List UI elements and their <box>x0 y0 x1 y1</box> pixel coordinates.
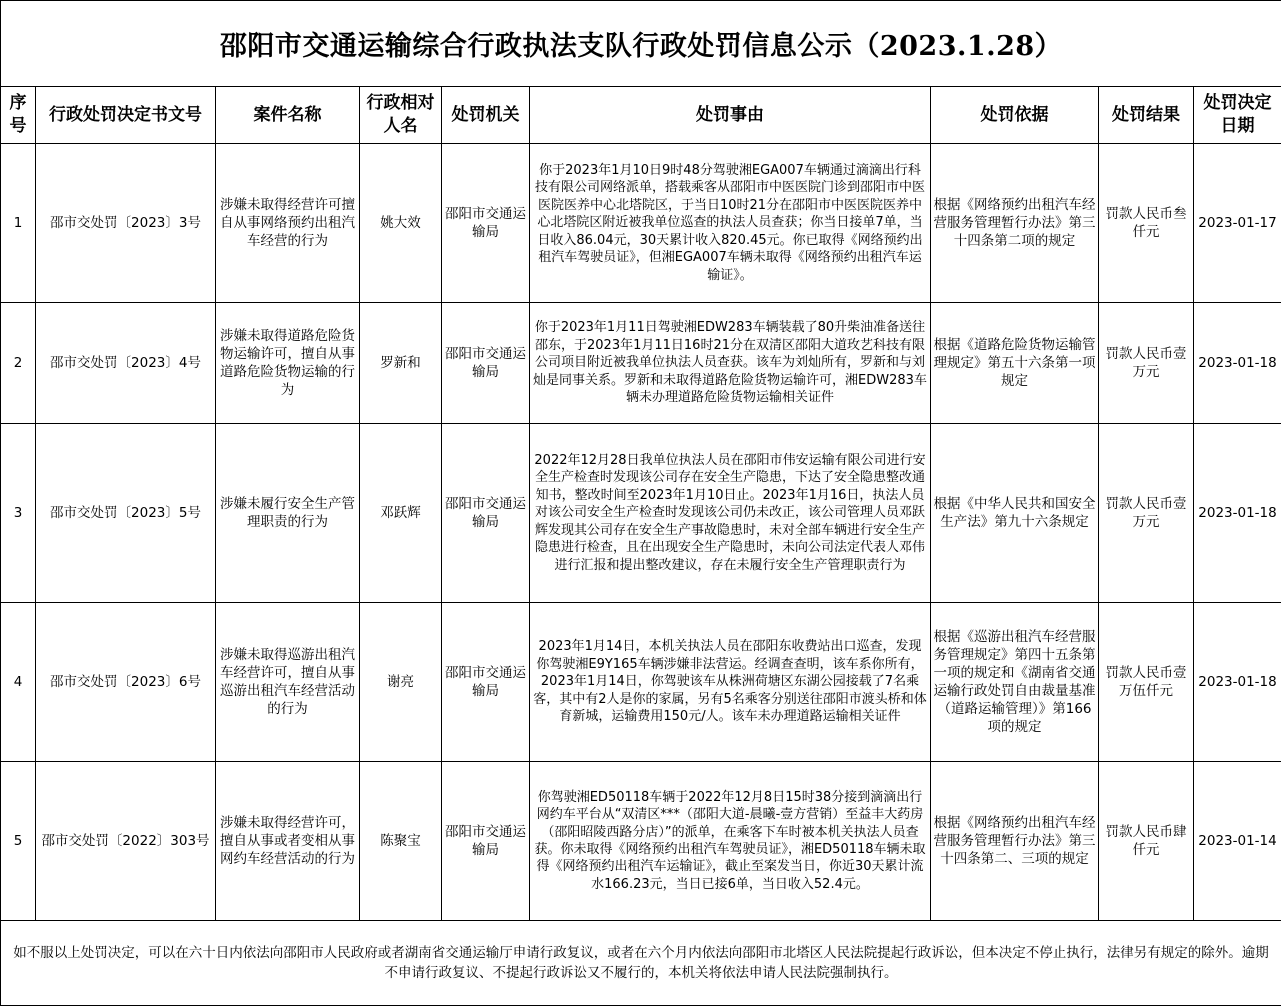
cell-date: 2023-01-17 <box>1194 144 1281 303</box>
cell-organ: 邵阳市交通运输局 <box>442 144 530 303</box>
cell-basis: 根据《网络预约出租汽车经营服务管理暂行办法》第三十四条第二、三项的规定 <box>931 762 1099 921</box>
cell-seq: 5 <box>1 762 36 921</box>
cell-doc-no: 邵市交处罚〔2023〕4号 <box>36 303 216 424</box>
header-organ: 处罚机关 <box>442 87 530 144</box>
cell-date: 2023-01-18 <box>1194 603 1281 762</box>
cell-case-name: 涉嫌未取得巡游出租汽车经营许可，擅自从事巡游出租汽车经营活动的行为 <box>216 603 360 762</box>
table-row <box>1 762 1281 921</box>
cell-result: 罚款人民币肆仟元 <box>1099 762 1194 921</box>
cell-organ: 邵阳市交通运输局 <box>442 424 530 603</box>
cell-seq: 1 <box>1 144 36 303</box>
cell-reason: 2022年12月28日我单位执法人员在邵阳市伟安运输有限公司进行安全生产检查时发现该公司存在安全生产隐患，下达了安全隐患整改通知书，整改时间至2023年1月10日止。2023年1月16日，执法人员对该公司安全生产检查时发现该公司仍未改正，该公司管理人员邓跃辉发现其公司存在安全生产事故隐患时，未对全部车辆进行安全生产隐患进行检查，且在出现安全生产隐患时，未向公司法定代表人邓伟进行汇报和提出整改建议，存在未履行安全生产管理职责行为 <box>530 424 931 603</box>
cell-result: 罚款人民币叁仟元 <box>1099 144 1194 303</box>
header-result: 处罚结果 <box>1099 87 1194 144</box>
cell-doc-no: 邵市交处罚〔2022〕303号 <box>36 762 216 921</box>
cell-result: 罚款人民币壹万元 <box>1099 424 1194 603</box>
footer-notice: 如不服以上处罚决定，可以在六十日内依法向邵阳市人民政府或者湖南省交通运输厅申请行政复议，或者在六个月内依法向邵阳市北塔区人民法院提起行政诉讼，但本决定不停止执行，法律另有规定的除外。逾期不申请行政复议、不提起行政诉讼又不履行的，本机关将依法申请人民法院强制执行。 <box>1 921 1281 1006</box>
cell-party: 姚大效 <box>360 144 442 303</box>
cell-seq: 2 <box>1 303 36 424</box>
header-reason: 处罚事由 <box>530 87 931 144</box>
table-row <box>1 424 1281 603</box>
cell-case-name: 涉嫌未履行安全生产管理职责的行为 <box>216 424 360 603</box>
cell-organ: 邵阳市交通运输局 <box>442 603 530 762</box>
header-party: 行政相对人名 <box>360 87 442 144</box>
cell-case-name: 涉嫌未取得道路危险货物运输许可，擅自从事道路危险货物运输的行为 <box>216 303 360 424</box>
cell-organ: 邵阳市交通运输局 <box>442 762 530 921</box>
cell-date: 2023-01-18 <box>1194 303 1281 424</box>
table-row <box>1 144 1281 303</box>
cell-date: 2023-01-14 <box>1194 762 1281 921</box>
header-date: 处罚决定日期 <box>1194 87 1281 144</box>
cell-reason: 你驾驶湘ED50118车辆于2022年12月8日15时38分接到滴滴出行网约车平台从“双清区***（邵阳大道-晨曦-壹方营销）至益丰大药房（邵阳昭陵西路分店）”的派单，在乘客下车时被本机关执法人员查获。你未取得《网络预约出租汽车驾驶员证》，湘ED50118车辆未取得《网络预约出租汽车运输证》，截止至案发当日，你近30天累计流水166.23元，当日已接6单，当日收入52.4元。 <box>530 762 931 921</box>
cell-case-name: 涉嫌未取得经营许可，擅自从事或者变相从事网约车经营活动的行为 <box>216 762 360 921</box>
cell-result: 罚款人民币壹万伍仟元 <box>1099 603 1194 762</box>
header-basis: 处罚依据 <box>931 87 1099 144</box>
cell-party: 邓跃辉 <box>360 424 442 603</box>
cell-result: 罚款人民币壹万元 <box>1099 303 1194 424</box>
cell-doc-no: 邵市交处罚〔2023〕6号 <box>36 603 216 762</box>
header-row <box>1 87 1281 144</box>
cell-date: 2023-01-18 <box>1194 424 1281 603</box>
page-title: 邵阳市交通运输综合行政执法支队行政处罚信息公示（2023.1.28） <box>1 1 1281 87</box>
cell-basis: 根据《道路危险货物运输管理规定》第五十六条第一项规定 <box>931 303 1099 424</box>
cell-reason: 你于2023年1月10日9时48分驾驶湘EGA007车辆通过滴滴出行科技有限公司网络派单，搭载乘客从邵阳市中医医院门诊到邵阳市中医医院医养中心北塔院区，于当日10时21分在邵阳市中医医院医养中心北塔院区附近被我单位巡查的执法人员查获；你当日接单7单，当日收入86.04元，30天累计收入820.45元。你已取得《网络预约出租汽车驾驶员证》，但湘EGA007车辆未取得《网络预约出租汽车运输证》。 <box>530 144 931 303</box>
cell-party: 罗新和 <box>360 303 442 424</box>
cell-doc-no: 邵市交处罚〔2023〕3号 <box>36 144 216 303</box>
cell-basis: 根据《中华人民共和国安全生产法》第九十六条规定 <box>931 424 1099 603</box>
cell-case-name: 涉嫌未取得经营许可擅自从事网络预约出租汽车经营的行为 <box>216 144 360 303</box>
cell-organ: 邵阳市交通运输局 <box>442 303 530 424</box>
header-seq: 序号 <box>1 87 36 144</box>
cell-party: 谢亮 <box>360 603 442 762</box>
cell-basis: 根据《网络预约出租汽车经营服务管理暂行办法》第三十四条第二项的规定 <box>931 144 1099 303</box>
table-row <box>1 303 1281 424</box>
cell-doc-no: 邵市交处罚〔2023〕5号 <box>36 424 216 603</box>
table-row <box>1 603 1281 762</box>
header-doc-no: 行政处罚决定书文号 <box>36 87 216 144</box>
cell-seq: 3 <box>1 424 36 603</box>
header-case-name: 案件名称 <box>216 87 360 144</box>
cell-reason: 你于2023年1月11日驾驶湘EDW283车辆装载了80升柴油准备送往邵东，于2023年1月11日16时21分在双清区邵阳大道玫艺科技有限公司项目附近被我单位执法人员查获。该车为刘灿所有，罗新和与刘灿是同事关系。罗新和未取得道路危险货物运输许可，湘EDW283车辆未办理道路危险货物运输相关证件 <box>530 303 931 424</box>
cell-seq: 4 <box>1 603 36 762</box>
cell-reason: 2023年1月14日，本机关执法人员在邵阳东收费站出口巡查，发现你驾驶湘E9Y165车辆涉嫌非法营运。经调查查明，该车系你所有，2023年1月14日，你驾驶该车从株洲荷塘区东湖公园接载了7名乘客，其中有2人是你的家属，另有5名乘客分别送往邵阳市渡头桥和体育新城，运输费用150元/人。该车未办理道路运输相关证件 <box>530 603 931 762</box>
cell-party: 陈聚宝 <box>360 762 442 921</box>
cell-basis: 根据《巡游出租汽车经营服务管理规定》第四十五条第一项的规定和《湖南省交通运输行政处罚自由裁量基准（道路运输管理）》第166项的规定 <box>931 603 1099 762</box>
